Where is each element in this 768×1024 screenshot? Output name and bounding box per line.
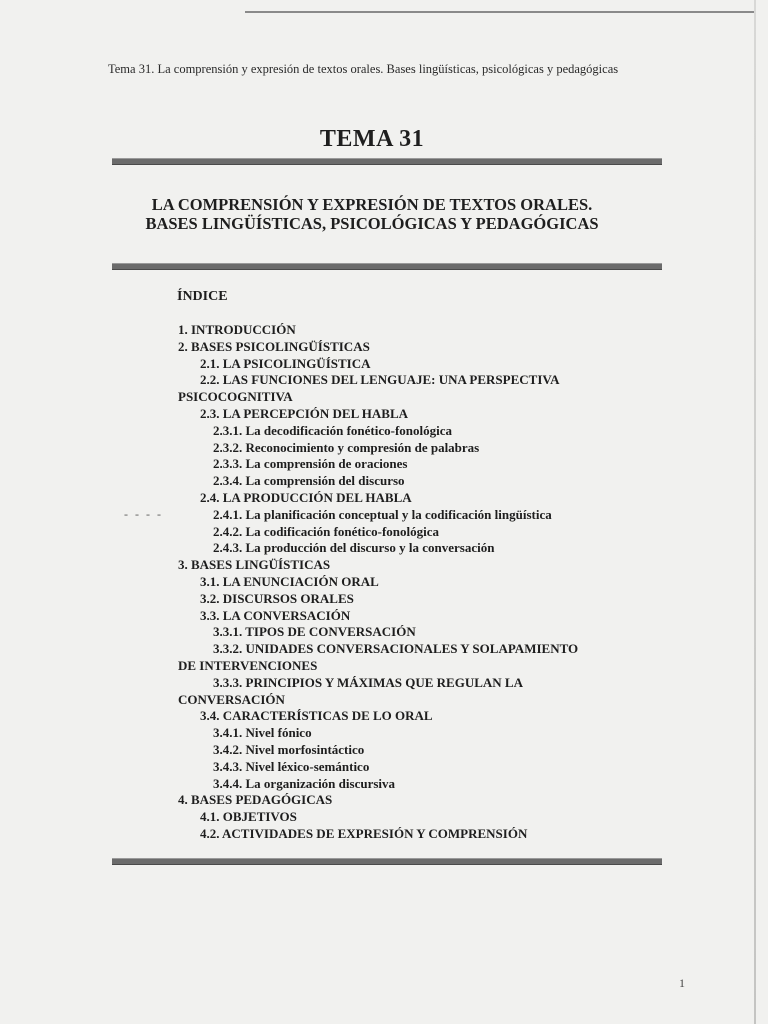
index-heading: ÍNDICE [177,289,228,304]
toc-item: 3.4.4. La organización discursiva [213,775,396,791]
toc-item: 2.4.3. La producción del discurso y la conversación [213,540,495,556]
toc-item: 4. BASES PEDAGÓGICAS [178,792,333,808]
toc-item: 4.2. ACTIVIDADES DE EXPRESIÓN Y COMPRENSIÓN [200,825,528,841]
title-divider-bottom [112,263,662,270]
toc-item: 3.4.1. Nivel fónico [213,725,312,741]
toc-item: 2.4.1. La planificación conceptual y la codificación lingüística [213,506,552,522]
toc-item: 2.3.4. La comprensión del discurso [213,473,405,489]
footer-divider [112,858,662,865]
toc-item: 2.4.2. La codificación fonético-fonológica [213,523,440,539]
running-header: Tema 31. La comprensión y expresión de textos orales. Bases lingüísticas, psicológicas y pedagógicas [108,62,619,76]
table-of-contents [178,322,658,843]
page-number: 1 [679,976,685,990]
toc-item-continuation: DE INTERVENCIONES [178,657,318,673]
toc-item: 2.2. LAS FUNCIONES DEL LENGUAJE: UNA PERSPECTIVA [200,372,560,388]
toc-item: 3.3.2. UNIDADES CONVERSACIONALES Y SOLAPAMIENTO [213,641,579,657]
toc-item-continuation: PSICOCOGNITIVA [178,389,293,405]
right-page-edge [754,0,756,1024]
toc-item-continuation: CONVERSACIÓN [178,691,285,707]
toc-item: 3.4. CARACTERÍSTICAS DE LO ORAL [200,708,433,724]
toc-item: 2.1. LA PSICOLINGÜÍSTICA [200,355,371,371]
toc-item: 1. INTRODUCCIÓN [178,322,296,337]
toc-item: 2.3.3. La comprensión de oraciones [213,456,408,472]
main-title-line-2: BASES LINGÜÍSTICAS, PSICOLÓGICAS Y PEDAGÓGICAS [145,214,599,233]
toc-item: 3.3.3. PRINCIPIOS Y MÁXIMAS QUE REGULAN LA [213,674,523,690]
toc-item: 2.3.1. La decodificación fonético-fonológica [213,422,453,438]
toc-item: 3.4.2. Nivel morfosintáctico [213,741,365,757]
title-divider-top [112,158,662,165]
toc-item: 2.3. LA PERCEPCIÓN DEL HABLA [200,405,409,421]
tema-title: TEMA 31 [319,126,425,152]
toc-item: 3.2. DISCURSOS ORALES [200,590,354,606]
margin-mark: - - - - [124,507,163,521]
toc-item: 3.1. LA ENUNCIACIÓN ORAL [200,573,379,589]
top-edge-rule [245,11,755,13]
toc-item: 2.3.2. Reconocimiento y compresión de palabras [213,439,480,455]
toc-item: 4.1. OBJETIVOS [200,809,297,825]
toc-item: 3.3. LA CONVERSACIÓN [200,607,351,623]
main-title [0,195,744,233]
toc-item: 3.4.3. Nivel léxico-semántico [213,758,370,774]
toc-item: 2.4. LA PRODUCCIÓN DEL HABLA [200,489,412,505]
toc-item: 3. BASES LINGÜÍSTICAS [178,557,331,573]
main-title-line-1: LA COMPRENSIÓN Y EXPRESIÓN DE TEXTOS ORALES. [151,195,593,214]
toc-item: 2. BASES PSICOLINGÜÍSTICAS [178,338,370,354]
toc-item: 3.3.1. TIPOS DE CONVERSACIÓN [213,624,416,640]
